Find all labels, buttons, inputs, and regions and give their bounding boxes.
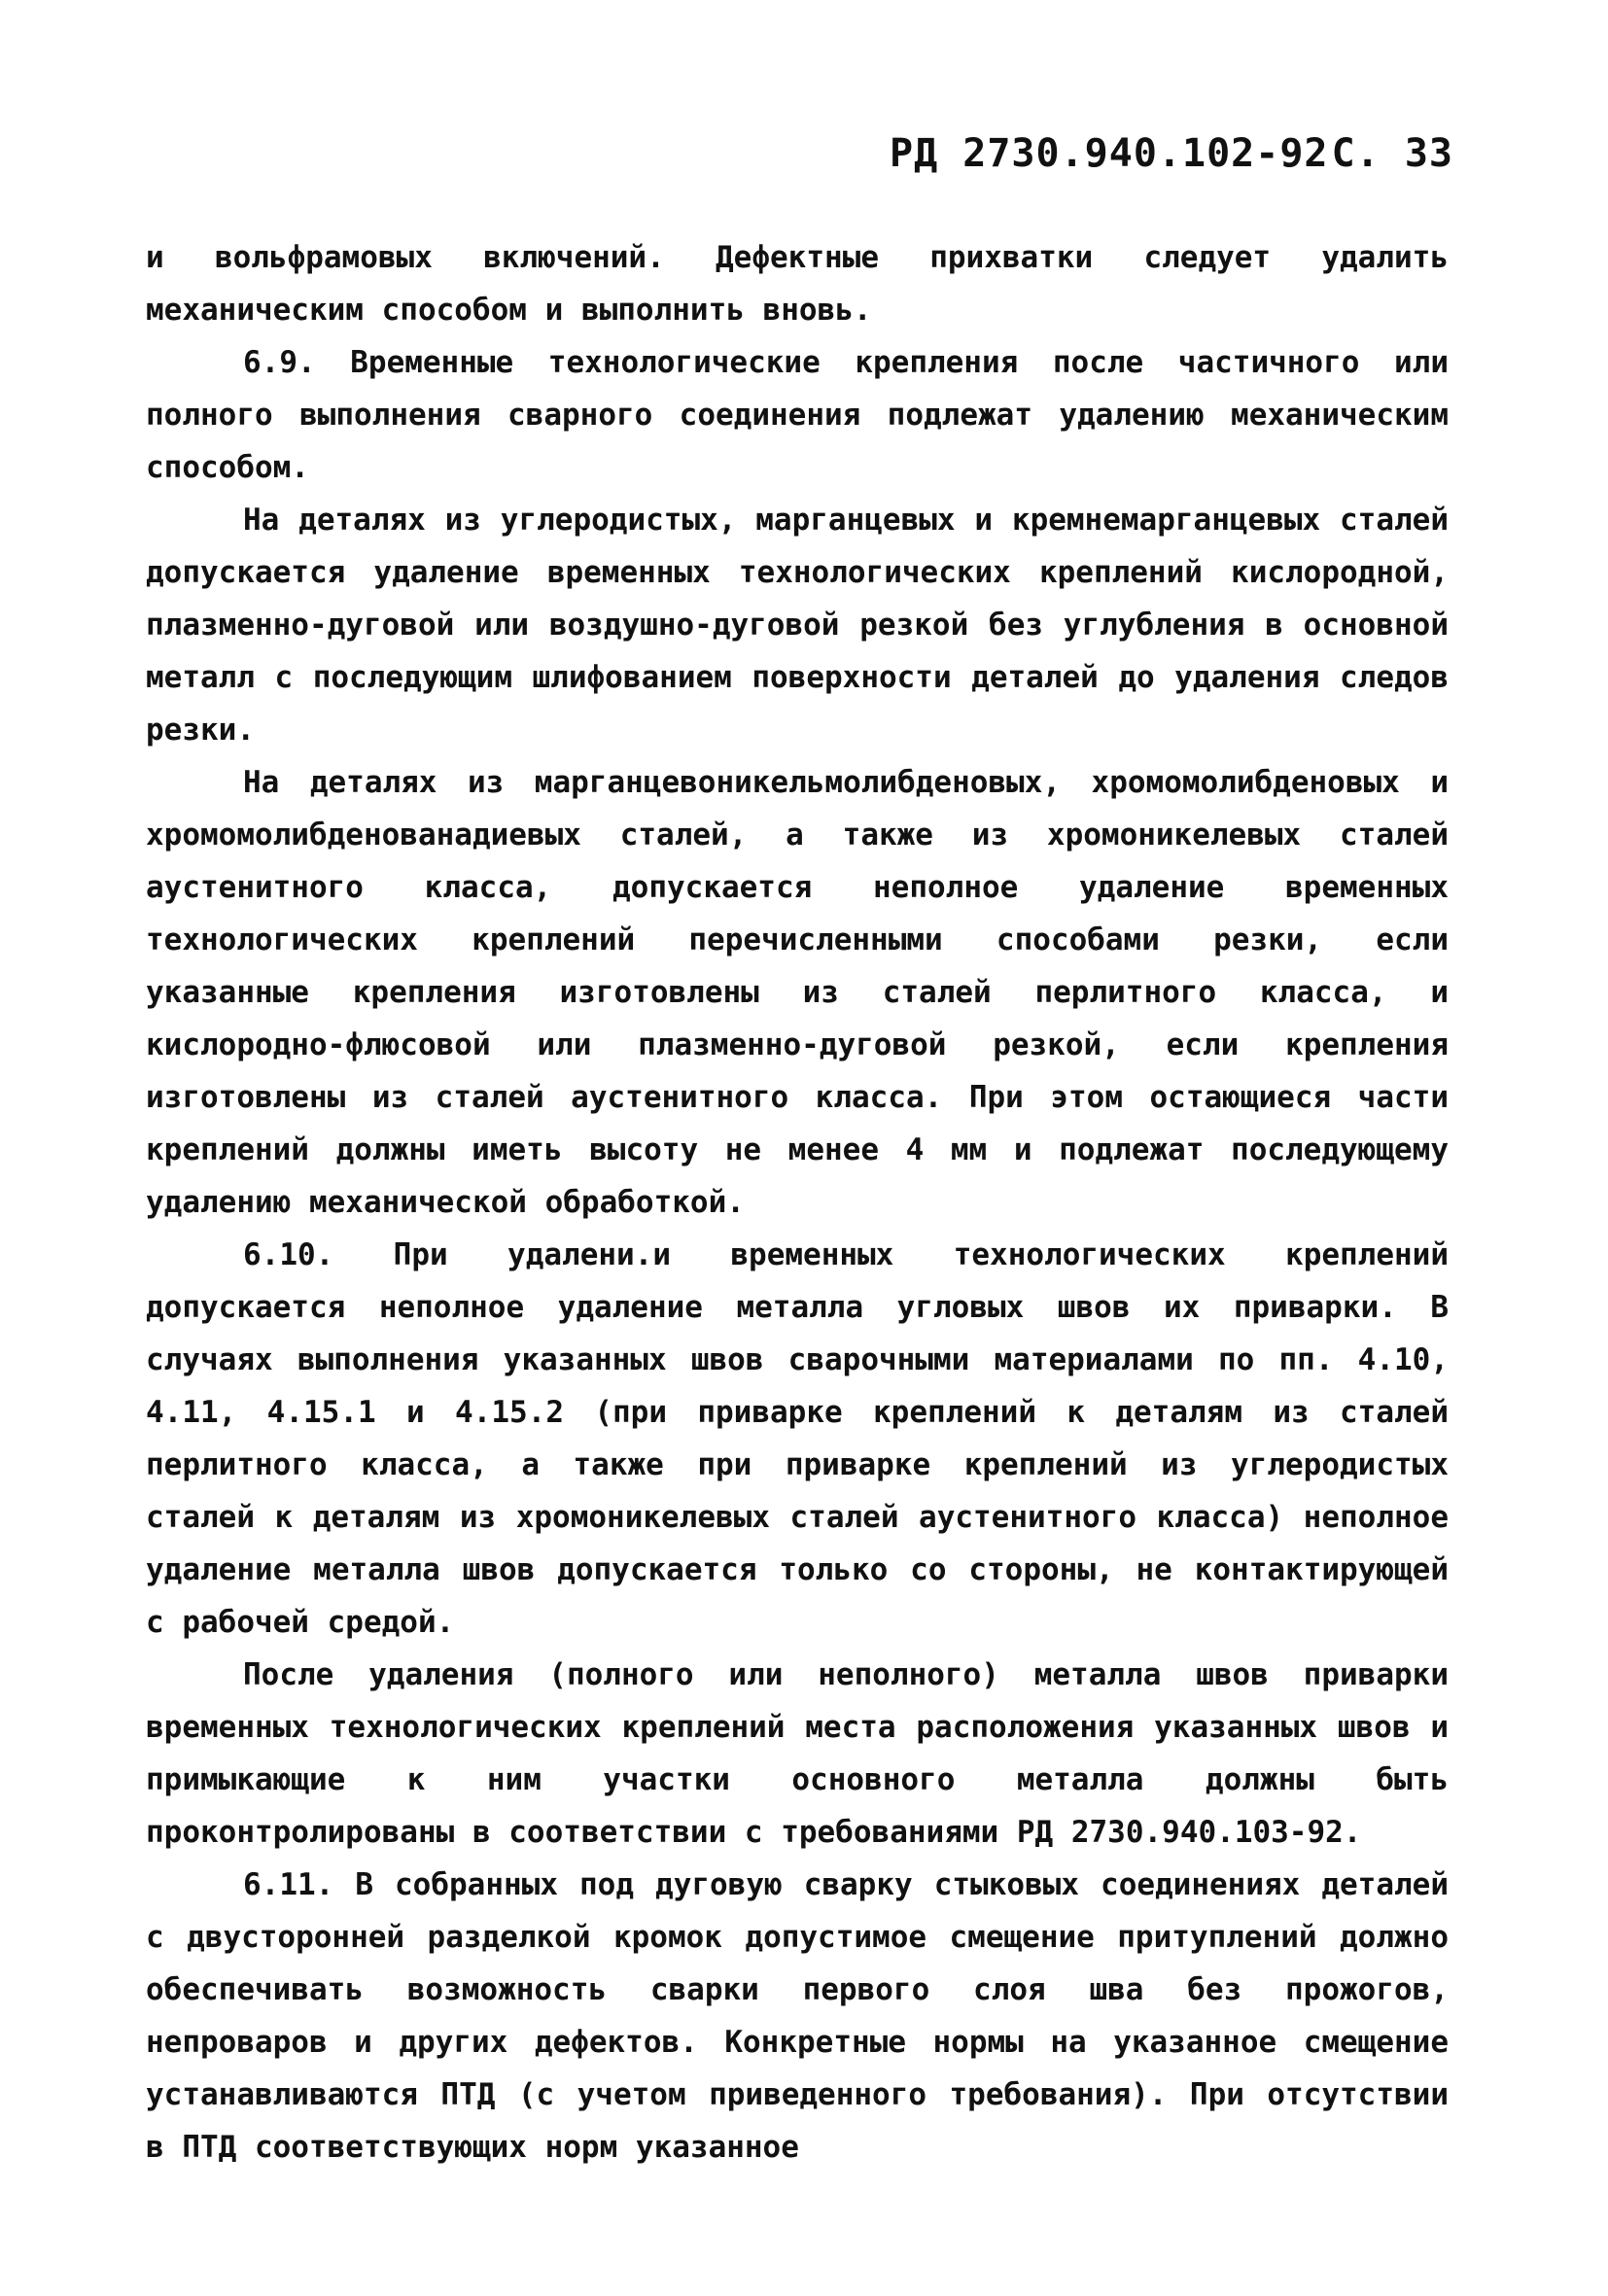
page-number: С. 33: [1331, 131, 1453, 176]
paragraph-6-10: 6.10. При удалени.и временных технологических креплений допускается неполное удаление металла угловых швов их приварки. В случаях выполнения указанных швов сварочными материалами по пп. 4.10, 4.11, 4.15.1 и 4.15.2 (при приварке креплений к деталям из сталей перлитного класса, а также при приварке креплений из углеродистых сталей к деталям из хромоникелевых сталей аустенитного класса) неполное удаление металла швов допускается только со стороны, не контактирующей с рабочей средой.: [146, 1237, 1449, 1640]
page-header: [890, 131, 1453, 176]
paragraph: и вольфрамовых включений. Дефектные прихватки следует удалить механическим способом и выполнить вновь.: [146, 240, 1449, 328]
document-code: РД 2730.940.102-92: [890, 131, 1329, 176]
paragraph: На деталях из марганцевоникельмолибденовых, хромомолибденовых и хромомолибденованадиевых сталей, а также из хромоникелевых сталей аустенитного класса, допускается неполное удаление временных технологических креплений перечисленными способами резки, если указанные крепления изготовлены из сталей перлитного класса, и кислородно-флюсовой или плазменно-дуговой резкой, если крепления изготовлены из сталей аустенитного класса. При этом остающиеся части креплений должны иметь высоту не менее 4 мм и подлежат последующему удалению механической обработкой.: [146, 765, 1449, 1220]
paragraph-6-9: 6.9. Временные технологические крепления после частичного или полного выполнения сварного соединения подлежат удалению механическим способом.: [146, 345, 1449, 485]
paragraph: После удаления (полного или неполного) металла швов приварки временных технологических креплений места расположения указанных швов и примыкающие к ним участки основного металла должны быть проконтролированы в соответствии с требованиями РД 2730.940.103-92.: [146, 1657, 1449, 1850]
body-text: [146, 231, 1449, 2174]
paragraph-6-11: 6.11. В собранных под дуговую сварку стыковых соединениях деталей с двусторонней разделкой кромок допустимое смещение притуплений должно обеспечивать возможность сварки первого слоя шва без прожогов, непроваров и других дефектов. Конкретные нормы на указанное смещение устанавливаются ПТД (с учетом приведенного требования). При отсутствии в ПТД соответствующих норм указанное: [146, 1867, 1449, 2165]
paragraph: На деталях из углеродистых, марганцевых и кремнемарганцевых сталей допускается удаление временных технологических креплений кислородной, плазменно-дуговой или воздушно-дуговой резкой без углубления в основной металл с последующим шлифованием поверхности деталей до удаления следов резки.: [146, 503, 1449, 748]
